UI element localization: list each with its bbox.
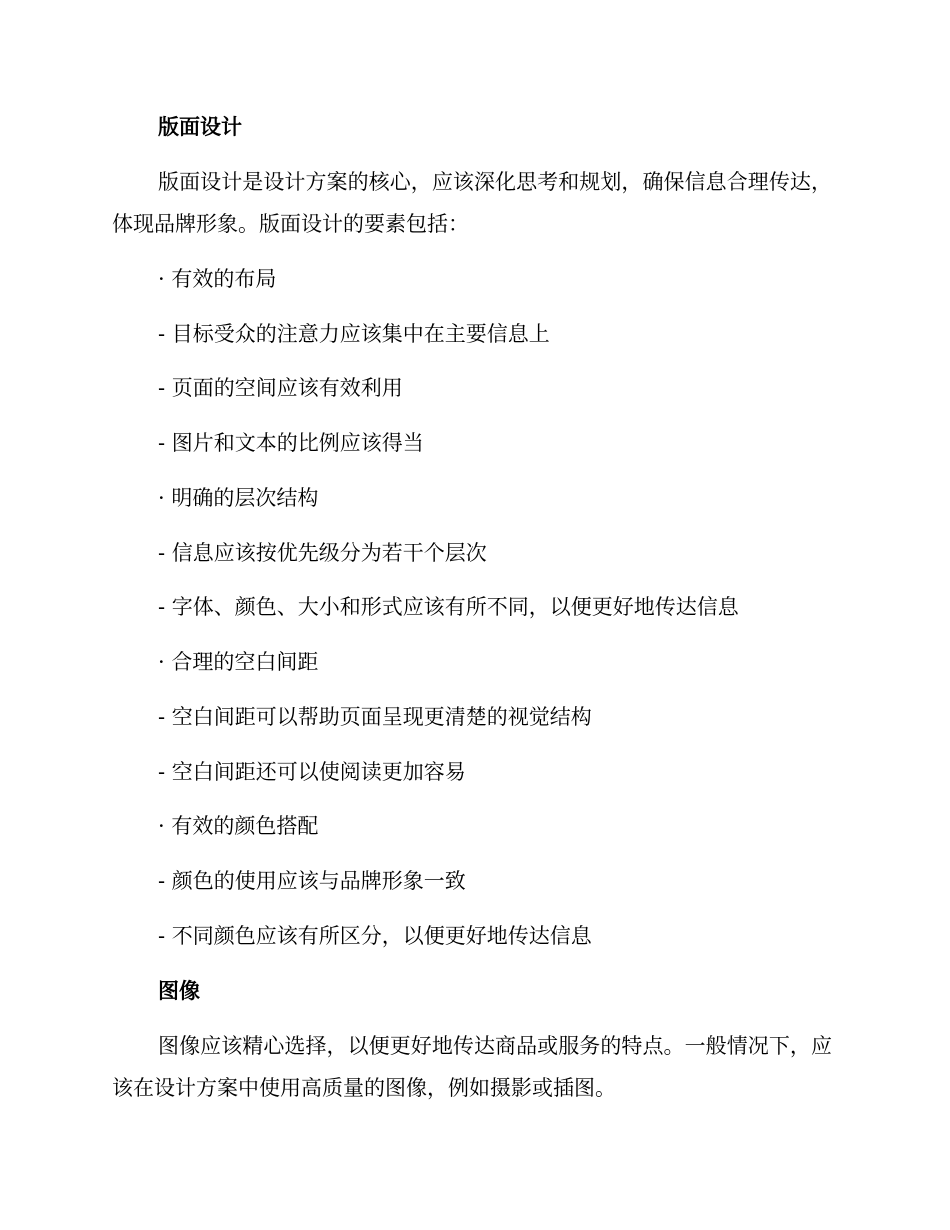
section-heading-images: 图像 <box>158 979 200 1003</box>
list-item: · 合理的空白间距 <box>158 650 319 674</box>
list-item: · 明确的层次结构 <box>158 486 319 510</box>
list-item: · 有效的颜色搭配 <box>158 814 319 838</box>
list-item: · 有效的布局 <box>158 267 277 291</box>
list-item: - 字体、颜色、大小和形式应该有所不同，以便更好地传达信息 <box>158 595 739 619</box>
section-intro-images: 图像应该精心选择，以便更好地传达商品或服务的特点。一般情况下，应该在设计方案中使用高质量的图像，例如摄影或插图。 <box>112 1034 832 1100</box>
list-item: - 空白间距还可以使阅读更加容易 <box>158 760 466 784</box>
section-heading-layout: 版面设计 <box>158 115 242 139</box>
list-item: - 页面的空间应该有效利用 <box>158 376 403 400</box>
list-item: - 目标受众的注意力应该集中在主要信息上 <box>158 322 550 346</box>
list-item: - 图片和文本的比例应该得当 <box>158 431 424 455</box>
section-intro-layout: 版面设计是设计方案的核心，应该深化思考和规划，确保信息合理传达，体现品牌形象。版面设计的要素包括： <box>112 170 832 236</box>
list-item: - 颜色的使用应该与品牌形象一致 <box>158 869 466 893</box>
list-item: - 空白间距可以帮助页面呈现更清楚的视觉结构 <box>158 705 592 729</box>
list-item: - 信息应该按优先级分为若干个层次 <box>158 541 487 565</box>
list-item: - 不同颜色应该有所区分，以便更好地传达信息 <box>158 924 592 948</box>
